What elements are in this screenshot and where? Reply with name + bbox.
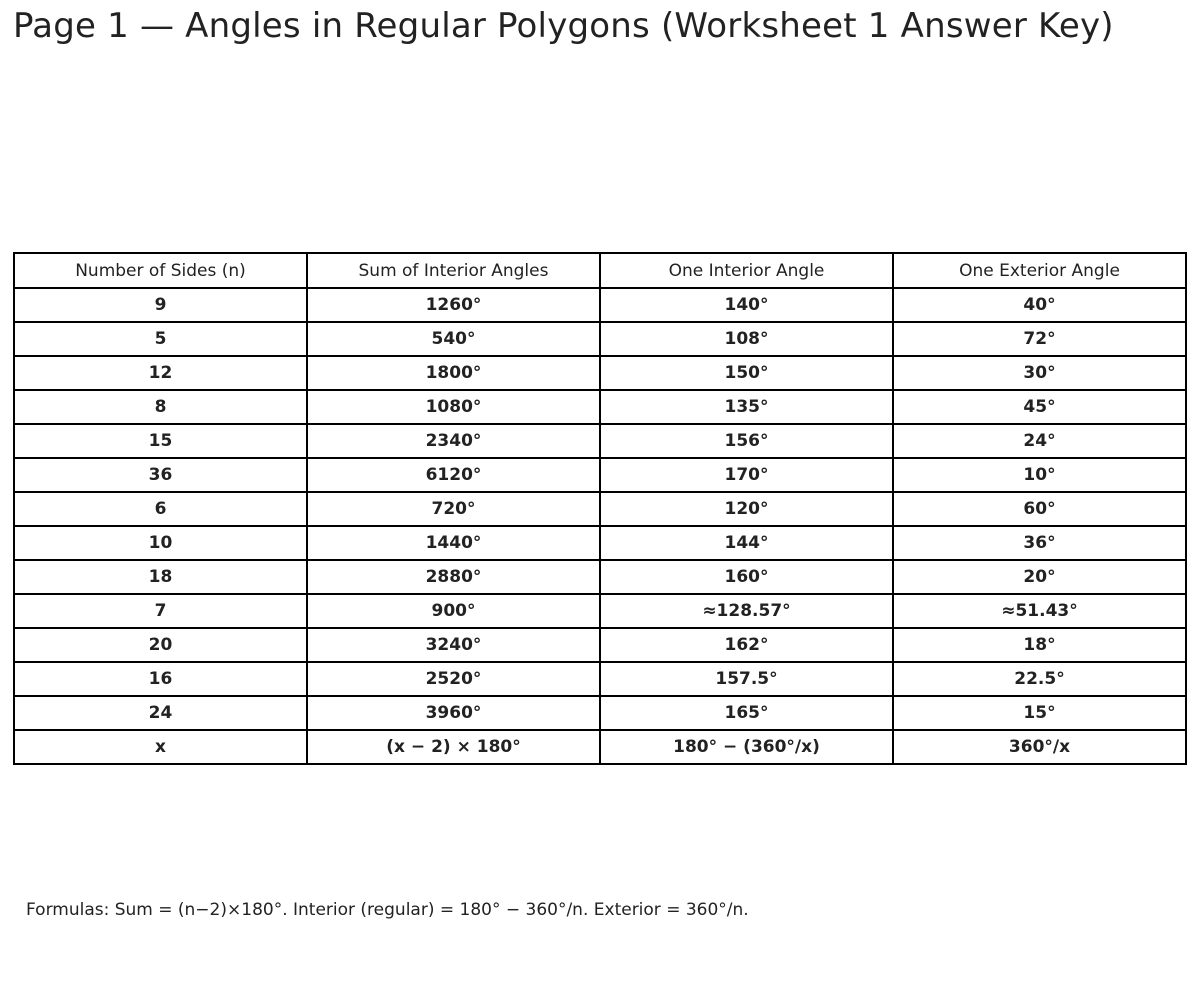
table-body bbox=[14, 288, 1186, 764]
cell-sum-interior: 6120° bbox=[307, 458, 600, 492]
cell-exterior-angle: 360°/x bbox=[893, 730, 1186, 764]
cell-sides: 18 bbox=[14, 560, 307, 594]
table-row bbox=[14, 594, 1186, 628]
cell-sides: 7 bbox=[14, 594, 307, 628]
cell-exterior-angle: 18° bbox=[893, 628, 1186, 662]
cell-exterior-angle: 20° bbox=[893, 560, 1186, 594]
cell-exterior-angle: 60° bbox=[893, 492, 1186, 526]
cell-interior-angle: 108° bbox=[600, 322, 893, 356]
cell-sum-interior: 900° bbox=[307, 594, 600, 628]
cell-interior-angle: 165° bbox=[600, 696, 893, 730]
answer-key-table bbox=[13, 252, 1187, 765]
table-header-row bbox=[14, 253, 1186, 288]
table-row bbox=[14, 322, 1186, 356]
cell-interior-angle: 162° bbox=[600, 628, 893, 662]
table-row bbox=[14, 730, 1186, 764]
table-row bbox=[14, 424, 1186, 458]
table-row bbox=[14, 628, 1186, 662]
formula-footnote: Formulas: Sum = (n−2)×180°. Interior (regular) = 180° − 360°/n. Exterior = 360°/n. bbox=[26, 900, 749, 920]
header-one-exterior-angle: One Exterior Angle bbox=[893, 253, 1186, 288]
cell-sum-interior: 2340° bbox=[307, 424, 600, 458]
cell-sum-interior: 720° bbox=[307, 492, 600, 526]
cell-exterior-angle: 15° bbox=[893, 696, 1186, 730]
cell-interior-angle: 157.5° bbox=[600, 662, 893, 696]
cell-exterior-angle: 24° bbox=[893, 424, 1186, 458]
cell-interior-angle: 180° − (360°/x) bbox=[600, 730, 893, 764]
cell-sum-interior: 3960° bbox=[307, 696, 600, 730]
cell-interior-angle: 140° bbox=[600, 288, 893, 322]
cell-sides: 6 bbox=[14, 492, 307, 526]
cell-sides: 5 bbox=[14, 322, 307, 356]
cell-sides: 16 bbox=[14, 662, 307, 696]
cell-exterior-angle: 40° bbox=[893, 288, 1186, 322]
table-row bbox=[14, 356, 1186, 390]
cell-interior-angle: 120° bbox=[600, 492, 893, 526]
table-row bbox=[14, 560, 1186, 594]
table-row bbox=[14, 696, 1186, 730]
cell-sum-interior: 540° bbox=[307, 322, 600, 356]
page-title: Page 1 — Angles in Regular Polygons (Worksheet 1 Answer Key) bbox=[13, 6, 1114, 46]
cell-interior-angle: 170° bbox=[600, 458, 893, 492]
table-row bbox=[14, 390, 1186, 424]
cell-interior-angle: 144° bbox=[600, 526, 893, 560]
cell-sum-interior: 2520° bbox=[307, 662, 600, 696]
cell-sides: 15 bbox=[14, 424, 307, 458]
cell-sum-interior: 1440° bbox=[307, 526, 600, 560]
cell-sides: 12 bbox=[14, 356, 307, 390]
cell-sum-interior: 1080° bbox=[307, 390, 600, 424]
table-row bbox=[14, 492, 1186, 526]
cell-exterior-angle: 72° bbox=[893, 322, 1186, 356]
cell-sides: 36 bbox=[14, 458, 307, 492]
cell-sides: x bbox=[14, 730, 307, 764]
cell-exterior-angle: 36° bbox=[893, 526, 1186, 560]
cell-sides: 20 bbox=[14, 628, 307, 662]
cell-sides: 8 bbox=[14, 390, 307, 424]
cell-sides: 10 bbox=[14, 526, 307, 560]
cell-sum-interior: 1800° bbox=[307, 356, 600, 390]
header-sum-interior-angles: Sum of Interior Angles bbox=[307, 253, 600, 288]
cell-interior-angle: 135° bbox=[600, 390, 893, 424]
table-row bbox=[14, 288, 1186, 322]
cell-sides: 9 bbox=[14, 288, 307, 322]
header-number-of-sides: Number of Sides (n) bbox=[14, 253, 307, 288]
cell-interior-angle: 156° bbox=[600, 424, 893, 458]
table-row bbox=[14, 458, 1186, 492]
cell-sum-interior: (x − 2) × 180° bbox=[307, 730, 600, 764]
header-one-interior-angle: One Interior Angle bbox=[600, 253, 893, 288]
cell-interior-angle: 160° bbox=[600, 560, 893, 594]
cell-sum-interior: 1260° bbox=[307, 288, 600, 322]
table-row bbox=[14, 662, 1186, 696]
cell-exterior-angle: 30° bbox=[893, 356, 1186, 390]
cell-interior-angle: 150° bbox=[600, 356, 893, 390]
cell-exterior-angle: 45° bbox=[893, 390, 1186, 424]
cell-exterior-angle: 10° bbox=[893, 458, 1186, 492]
cell-sum-interior: 3240° bbox=[307, 628, 600, 662]
cell-exterior-angle: 22.5° bbox=[893, 662, 1186, 696]
cell-interior-angle: ≈128.57° bbox=[600, 594, 893, 628]
cell-exterior-angle: ≈51.43° bbox=[893, 594, 1186, 628]
table-row bbox=[14, 526, 1186, 560]
cell-sum-interior: 2880° bbox=[307, 560, 600, 594]
cell-sides: 24 bbox=[14, 696, 307, 730]
